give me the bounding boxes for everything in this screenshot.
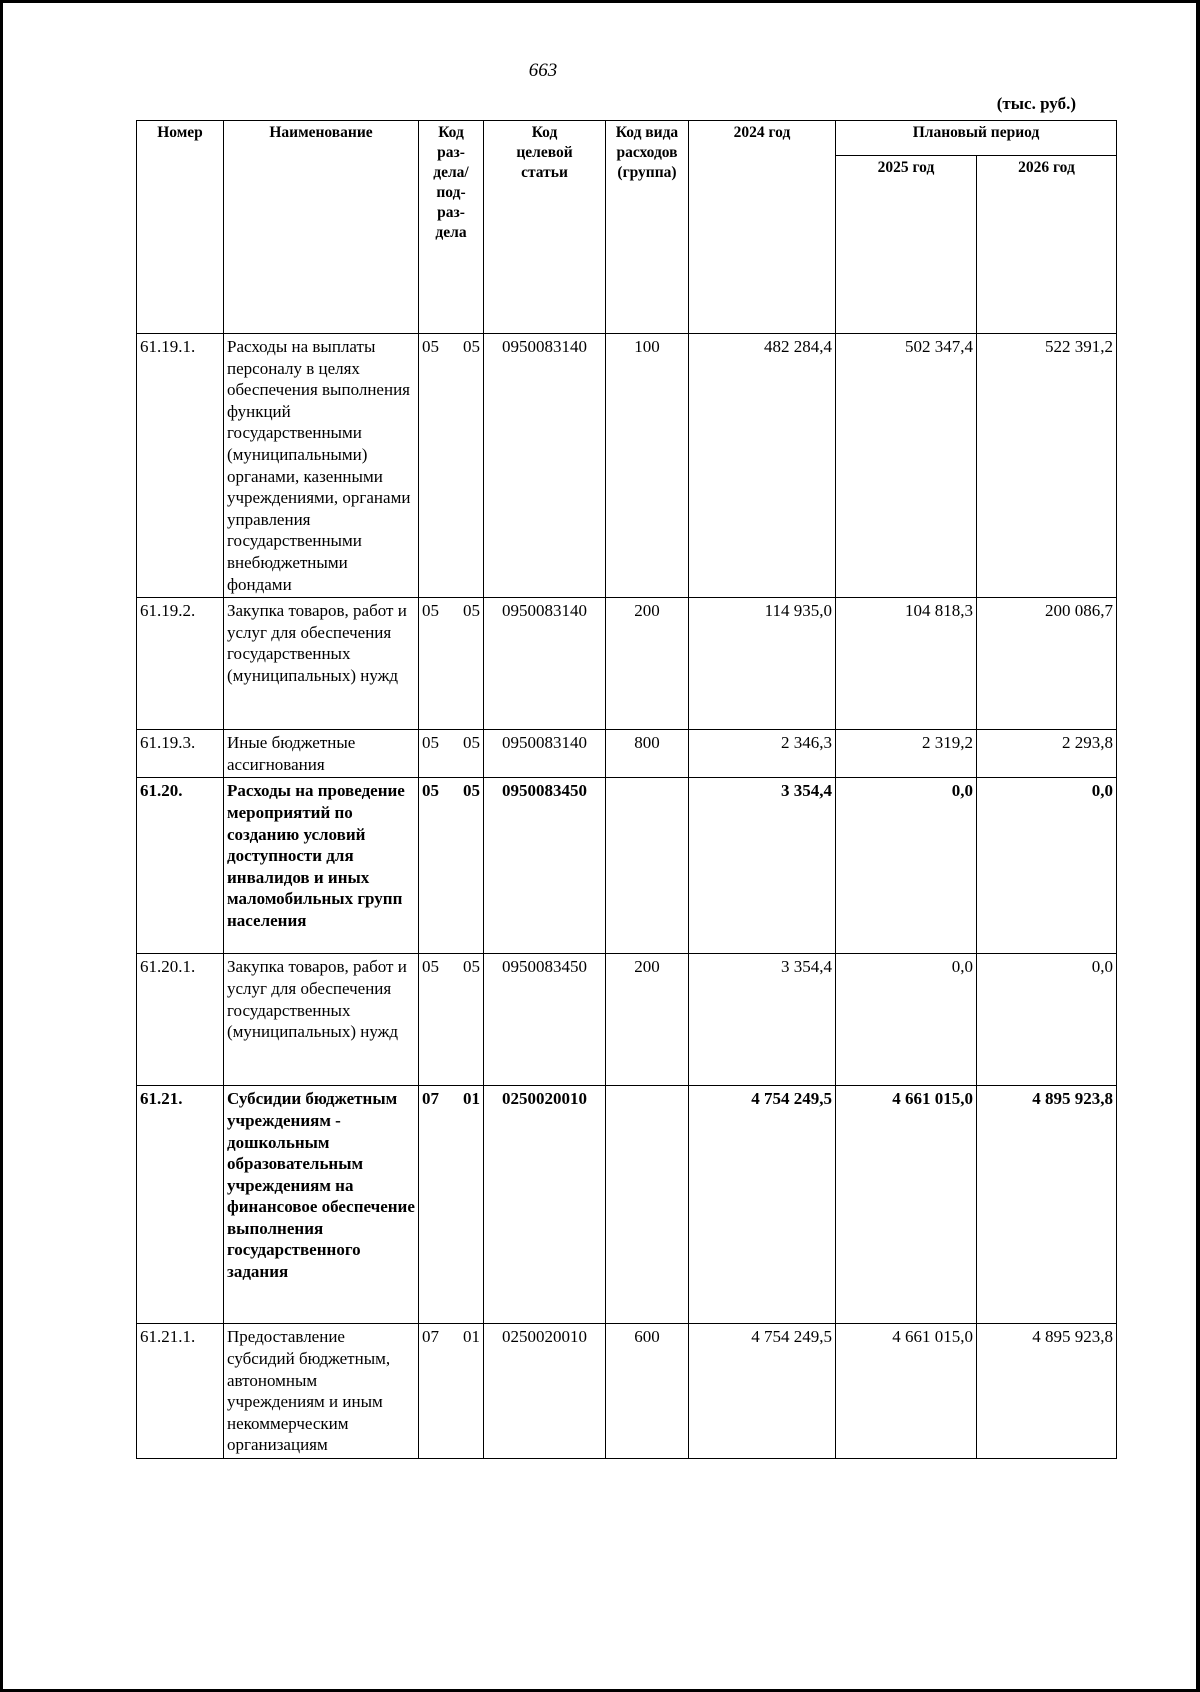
row-2025: 4 661 015,0 [836, 1324, 977, 1459]
row-2026: 0,0 [977, 954, 1117, 1086]
header-number: Номер [137, 121, 224, 334]
row-section: 07 [419, 1086, 454, 1324]
header-2026: 2026 год [977, 156, 1117, 334]
table-body [137, 334, 1117, 1459]
table-row [137, 1324, 1117, 1459]
row-expense-type [606, 1086, 689, 1324]
row-2024: 114 935,0 [689, 598, 836, 730]
row-name: Расходы на выплаты персоналу в целях обеспечения выполнения функций государственными (муниципальными) органами, казенными учреждениями, органами управления государственными внебюджетными фондами [224, 334, 419, 598]
header-2025: 2025 год [836, 156, 977, 334]
header-section-code [419, 121, 484, 334]
row-2026: 522 391,2 [977, 334, 1117, 598]
row-target-code: 0950083140 [484, 598, 606, 730]
row-2024: 4 754 249,5 [689, 1324, 836, 1459]
row-name: Предоставление субсидий бюджетным, автономным учреждениям и иным некоммерческим организациям [224, 1324, 419, 1459]
row-section: 07 [419, 1324, 454, 1459]
table-row [137, 598, 1117, 730]
row-target-code: 0950083140 [484, 334, 606, 598]
row-2025: 104 818,3 [836, 598, 977, 730]
header-name: Наименование [224, 121, 419, 334]
row-expense-type: 100 [606, 334, 689, 598]
row-2026: 0,0 [977, 778, 1117, 954]
table-row [137, 1086, 1117, 1324]
row-number: 61.21. [137, 1086, 224, 1324]
row-2024: 3 354,4 [689, 778, 836, 954]
row-2026: 2 293,8 [977, 730, 1117, 778]
row-expense-type: 800 [606, 730, 689, 778]
row-expense-type [606, 778, 689, 954]
row-expense-type: 200 [606, 598, 689, 730]
page-number: 663 [528, 60, 558, 81]
header-plan-period: Плановый период [836, 121, 1117, 156]
row-subsection: 05 [454, 954, 484, 1086]
row-2025: 0,0 [836, 778, 977, 954]
row-target-code: 0950083450 [484, 954, 606, 1086]
row-number: 61.21.1. [137, 1324, 224, 1459]
row-section: 05 [419, 954, 454, 1086]
row-subsection: 01 [454, 1324, 484, 1459]
row-2024: 3 354,4 [689, 954, 836, 1086]
row-2024: 4 754 249,5 [689, 1086, 836, 1324]
row-subsection: 01 [454, 1086, 484, 1324]
budget-table [136, 120, 1117, 1459]
row-number: 61.20. [137, 778, 224, 954]
row-subsection: 05 [454, 598, 484, 730]
row-expense-type: 200 [606, 954, 689, 1086]
row-number: 61.19.1. [137, 334, 224, 598]
row-2025: 502 347,4 [836, 334, 977, 598]
row-expense-type: 600 [606, 1324, 689, 1459]
table-row [137, 730, 1117, 778]
table-row [137, 334, 1117, 598]
row-section: 05 [419, 598, 454, 730]
row-target-code: 0250020010 [484, 1324, 606, 1459]
row-number: 61.19.2. [137, 598, 224, 730]
table-row [137, 778, 1117, 954]
row-2024: 482 284,4 [689, 334, 836, 598]
header-target-code [484, 121, 606, 334]
row-number: 61.20.1. [137, 954, 224, 1086]
row-name: Иные бюджетные ассигнования [224, 730, 419, 778]
row-subsection: 05 [454, 334, 484, 598]
row-name: Субсидии бюджетным учреждениям - дошкольным образовательным учреждениям на финансовое обеспечение выполнения государственного задания [224, 1086, 419, 1324]
scan-left-edge [0, 0, 3, 1692]
row-subsection: 05 [454, 730, 484, 778]
row-2026: 4 895 923,8 [977, 1324, 1117, 1459]
units-label: (тыс. руб.) [996, 94, 1076, 113]
header-section-code-text: Код раз-дела/ под-раз-дела [433, 124, 469, 241]
scan-right-edge [1196, 0, 1200, 1692]
row-2026: 4 895 923,8 [977, 1086, 1117, 1324]
table-header [137, 121, 1117, 334]
row-section: 05 [419, 778, 454, 954]
row-section: 05 [419, 730, 454, 778]
header-expense-type: Код вида расходов (группа) [606, 121, 689, 334]
row-2025: 4 661 015,0 [836, 1086, 977, 1324]
row-name: Закупка товаров, работ и услуг для обеспечения государственных (муниципальных) нужд [224, 954, 419, 1086]
row-section: 05 [419, 334, 454, 598]
header-target-code-text: Код целевой статьи [516, 124, 573, 181]
row-subsection: 05 [454, 778, 484, 954]
row-2026: 200 086,7 [977, 598, 1117, 730]
row-2025: 2 319,2 [836, 730, 977, 778]
row-number: 61.19.3. [137, 730, 224, 778]
row-2024: 2 346,3 [689, 730, 836, 778]
row-name: Расходы на проведение мероприятий по созданию условий доступности для инвалидов и иных маломобильных групп населения [224, 778, 419, 954]
row-target-code: 0950083140 [484, 730, 606, 778]
scan-top-edge [0, 0, 1200, 3]
header-2024: 2024 год [689, 121, 836, 334]
row-target-code: 0250020010 [484, 1086, 606, 1324]
row-name: Закупка товаров, работ и услуг для обеспечения государственных (муниципальных) нужд [224, 598, 419, 730]
row-target-code: 0950083450 [484, 778, 606, 954]
table-row [137, 954, 1117, 1086]
row-2025: 0,0 [836, 954, 977, 1086]
